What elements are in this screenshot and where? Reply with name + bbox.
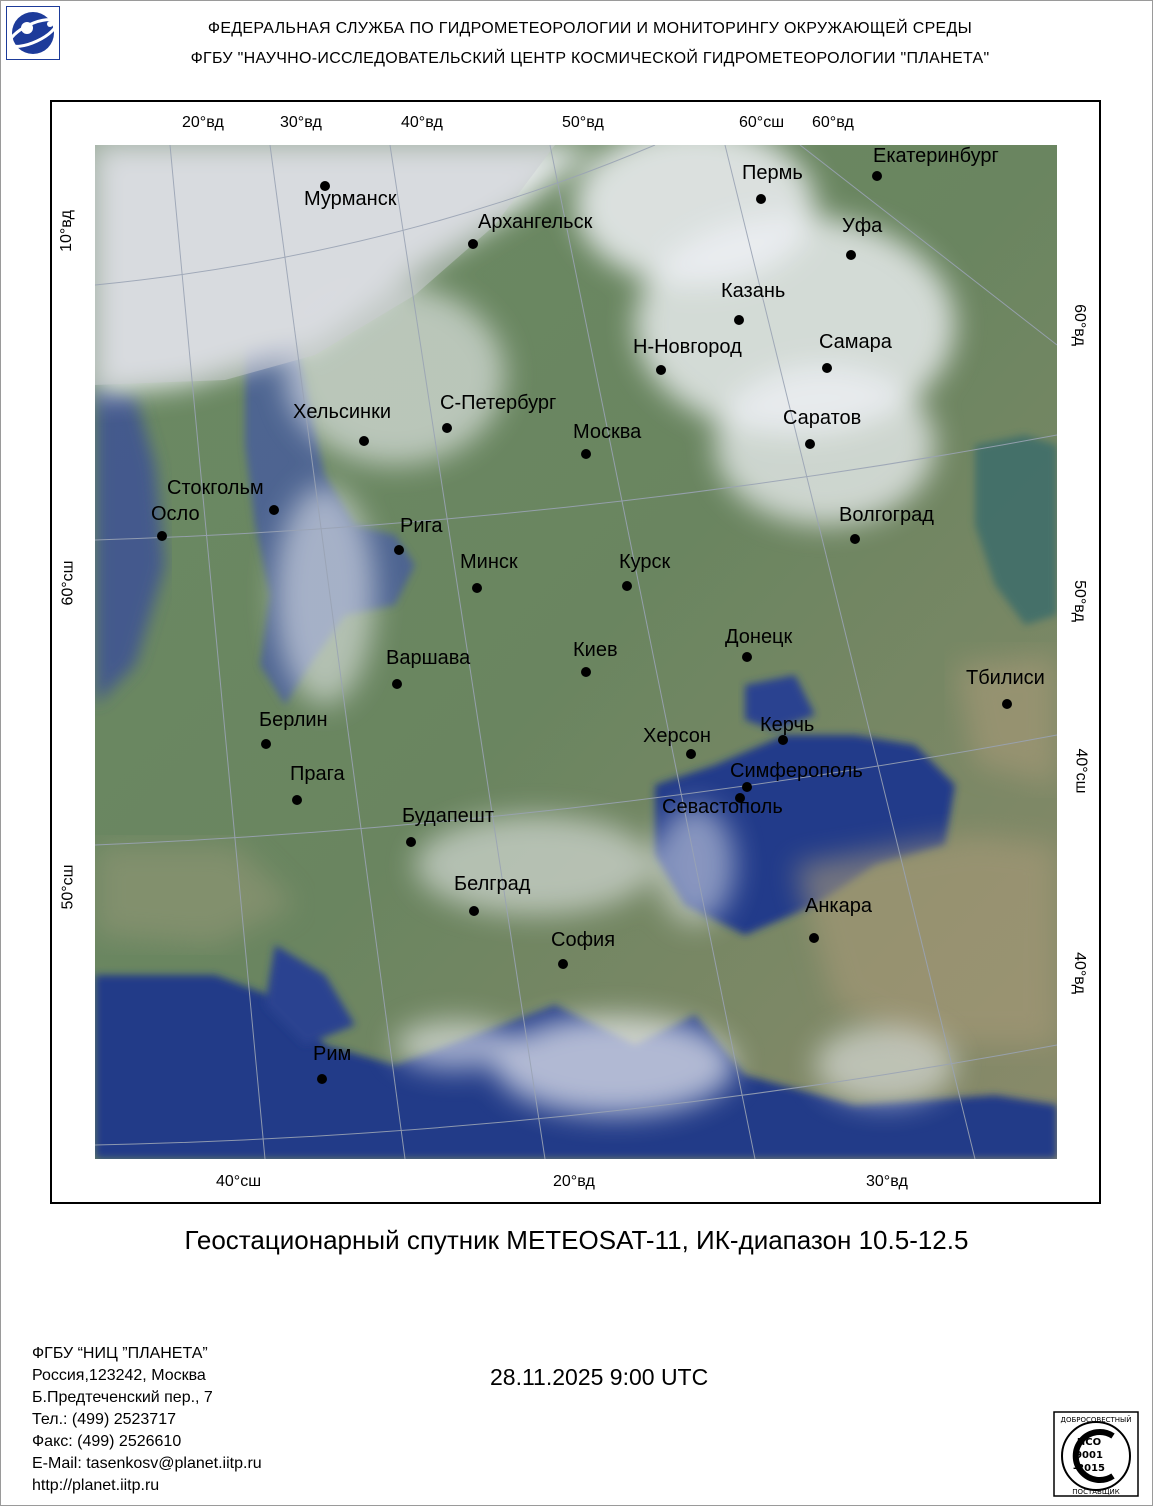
city-label-riga: Рига — [400, 515, 443, 537]
city-label-sofia: София — [551, 929, 616, 951]
city-marker-tbilisi[interactable] — [1002, 699, 1012, 709]
city-label-sevastopol: Севастополь — [662, 796, 783, 818]
city-label-rome: Рим — [313, 1043, 352, 1065]
left-label-50-north: 50°сш — [59, 864, 77, 910]
contact-website[interactable]: http://planet.iitp.ru — [32, 1477, 160, 1494]
city-marker-belgrade[interactable] — [469, 906, 479, 916]
iso-line2: 9001 — [1075, 1450, 1103, 1461]
city-marker-stockholm[interactable] — [269, 505, 279, 515]
city-marker-minsk[interactable] — [472, 583, 482, 593]
iso-bottom-text: ПОСТАВЩИК — [1072, 1488, 1120, 1496]
city-label-samara: Самара — [819, 331, 892, 353]
right-label-60-east: 60°вд — [1070, 304, 1088, 346]
top-label-60-east: 60°вд — [812, 114, 854, 131]
city-marker-simferopol[interactable] — [742, 782, 752, 792]
city-label-ufa: Уфа — [842, 215, 883, 237]
city-label-oslo: Осло — [151, 503, 200, 525]
iso-top-text: ДОБРОСОВЕСТНЫЙ — [1060, 1416, 1132, 1424]
city-marker-donetsk[interactable] — [742, 652, 752, 662]
top-label-60-north: 60°сш — [739, 114, 785, 131]
city-label-minsk: Минск — [460, 551, 518, 573]
city-label-warsaw: Варшава — [386, 647, 471, 669]
left-label-60-north: 60°сш — [59, 560, 77, 606]
city-label-donetsk: Донецк — [725, 626, 793, 648]
bottom-label-40-north: 40°сш — [216, 1173, 262, 1190]
right-label-40-north: 40°сш — [1072, 748, 1090, 794]
city-label-berlin: Берлин — [259, 709, 328, 731]
city-label-yekaterinburg: Екатеринбург — [873, 145, 999, 167]
contact-fax: Факс: (499) 2526610 — [32, 1433, 182, 1450]
contact-email[interactable]: E-Mail: tasenkosv@planet.iitp.ru — [32, 1455, 262, 1472]
iso-certification-badge-icon — [1053, 1411, 1139, 1497]
city-label-tbilisi: Тбилиси — [966, 667, 1045, 689]
city-label-kazan: Казань — [721, 280, 786, 302]
city-marker-budapest[interactable] — [406, 837, 416, 847]
city-marker-ankara[interactable] — [809, 933, 819, 943]
city-marker-samara[interactable] — [822, 363, 832, 373]
contact-phone: Тел.: (499) 2523717 — [32, 1411, 176, 1428]
contacts-block — [32, 1343, 262, 1497]
city-marker-yekaterinburg[interactable] — [872, 171, 882, 181]
city-marker-warsaw[interactable] — [392, 679, 402, 689]
city-label-kerch: Керчь — [760, 714, 815, 736]
city-label-murmansk: Мурманск — [304, 188, 397, 210]
city-marker-oslo[interactable] — [157, 531, 167, 541]
city-marker-perm[interactable] — [756, 194, 766, 204]
city-marker-kursk[interactable] — [622, 581, 632, 591]
city-marker-moscow[interactable] — [581, 449, 591, 459]
city-label-simferopol: Симферополь — [730, 760, 863, 782]
header-institute: ФГБУ "НАУЧНО-ИССЛЕДОВАТЕЛЬСКИЙ ЦЕНТР КОСМИЧЕСКОЙ ГИДРОМЕТЕОРОЛОГИИ "ПЛАНЕТА" — [190, 50, 990, 67]
city-label-kursk: Курск — [619, 551, 671, 573]
city-label-kherson: Херсон — [643, 725, 711, 747]
city-marker-helsinki[interactable] — [359, 436, 369, 446]
city-label-moscow: Москва — [573, 421, 642, 443]
city-marker-st-petersburg[interactable] — [442, 423, 452, 433]
planeta-logo-icon — [6, 6, 60, 60]
left-label-10-east: 10°вд — [57, 210, 75, 252]
city-marker-kherson[interactable] — [686, 749, 696, 759]
city-label-nizhny-novgorod: Н-Новгород — [633, 336, 742, 358]
city-label-helsinki: Хельсинки — [293, 401, 392, 423]
city-label-arkhangelsk: Архангельск — [478, 211, 593, 233]
city-marker-sofia[interactable] — [558, 959, 568, 969]
city-marker-arkhangelsk[interactable] — [468, 239, 478, 249]
bottom-label-20-east: 20°вд — [553, 1173, 595, 1190]
city-marker-berlin[interactable] — [261, 739, 271, 749]
city-label-st-petersburg: С-Петербург — [440, 392, 557, 414]
city-marker-kazan[interactable] — [734, 315, 744, 325]
top-label-50-east: 50°вд — [562, 114, 604, 131]
iso-line3: -2015 — [1073, 1463, 1105, 1474]
observation-datetime: 28.11.2025 9:00 UTC — [490, 1364, 709, 1390]
header-agency: ФЕДЕРАЛЬНАЯ СЛУЖБА ПО ГИДРОМЕТЕОРОЛОГИИ И МОНИТОРИНГУ ОКРУЖАЮЩЕЙ СРЕДЫ — [207, 20, 973, 37]
contact-street: Б.Предтеченский пер., 7 — [32, 1389, 213, 1406]
city-label-perm: Пермь — [742, 162, 803, 184]
iso-line1: ИСО — [1076, 1437, 1102, 1448]
city-label-volgograd: Волгоград — [839, 504, 934, 526]
city-label-kyiv: Киев — [573, 639, 618, 661]
city-marker-volgograd[interactable] — [850, 534, 860, 544]
top-label-20-east: 20°вд — [182, 114, 224, 131]
city-label-belgrade: Белград — [454, 873, 531, 895]
contact-country-city: Россия,123242, Москва — [32, 1367, 206, 1384]
top-label-30-east: 30°вд — [280, 114, 322, 131]
right-label-40-east: 40°вд — [1070, 952, 1088, 994]
city-marker-kyiv[interactable] — [581, 667, 591, 677]
city-label-prague: Прага — [290, 763, 345, 785]
city-label-ankara: Анкара — [805, 895, 872, 917]
image-caption: Геостационарный спутник METEOSAT-11, ИК-диапазон 10.5-12.5 — [184, 1225, 969, 1255]
city-marker-rome[interactable] — [317, 1074, 327, 1084]
city-label-saratov: Саратов — [783, 407, 862, 429]
bottom-label-30-east: 30°вд — [866, 1173, 908, 1190]
city-marker-riga[interactable] — [394, 545, 404, 555]
city-marker-saratov[interactable] — [805, 439, 815, 449]
city-marker-prague[interactable] — [292, 795, 302, 805]
right-label-50-east: 50°вд — [1070, 580, 1088, 622]
city-label-budapest: Будапешт — [402, 805, 494, 827]
city-label-stockholm: Стокгольм — [167, 477, 264, 499]
contact-org: ФГБУ “НИЦ ”ПЛАНЕТА” — [32, 1345, 208, 1362]
city-marker-ufa[interactable] — [846, 250, 856, 260]
city-marker-nizhny-novgorod[interactable] — [656, 365, 666, 375]
top-label-40-east: 40°вд — [401, 114, 443, 131]
